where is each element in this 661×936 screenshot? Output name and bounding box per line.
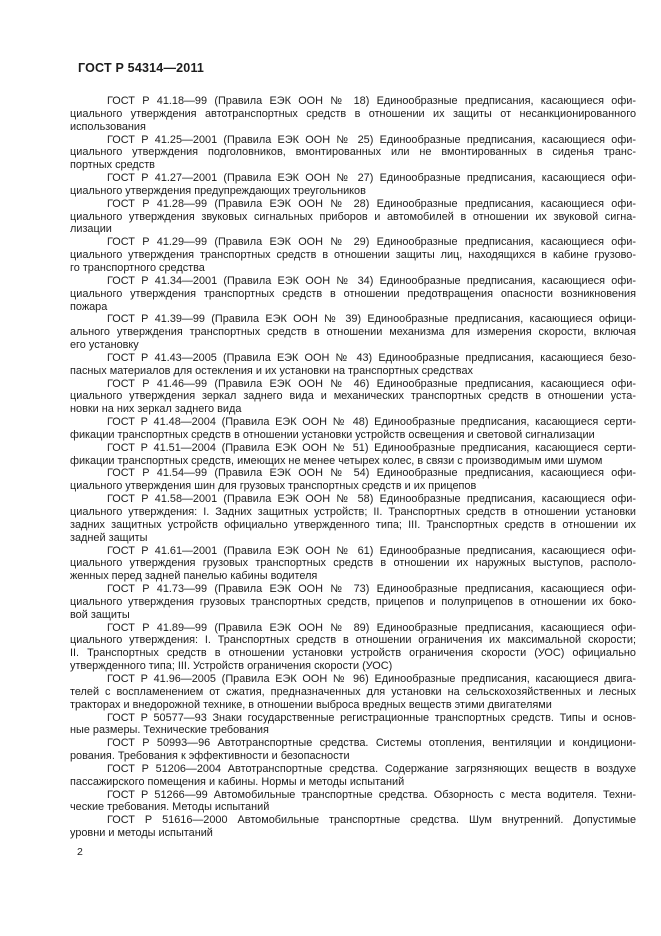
text-line: пасных материалов для остекления и их установки на транспортных средствах: [70, 364, 473, 377]
standard-reference-paragraph: [70, 236, 636, 275]
text-line: ГОСТ Р 51616—2000 Автомобильные транспортные средства. Шум внутренний. Допустимые: [107, 814, 636, 827]
text-line: портных средств: [70, 159, 155, 172]
text-line: использования: [70, 120, 146, 133]
text-line: вой защиты: [70, 608, 130, 621]
standard-reference-paragraph: [70, 95, 636, 134]
standard-reference-paragraph: [70, 789, 636, 815]
text-line: рования. Требования к эффективности и безопасности: [70, 750, 350, 763]
text-line: ГОСТ Р 50993—96 Автотранспортные средства. Системы отопления, вентиляции и кондициони-: [107, 737, 636, 750]
text-line: ГОСТ Р 41.25—2001 (Правила ЕЭК ООН № 25) Единообразные предписания, касающиеся офи-: [107, 133, 636, 146]
text-line: утвержденного типа; III. Устройств ограничения скорости (УОС): [70, 660, 393, 673]
text-line: ческие требования. Методы испытаний: [70, 801, 270, 814]
text-line: пожара: [70, 300, 108, 313]
standard-reference-paragraph: [70, 198, 636, 237]
standard-reference-paragraph: [70, 712, 636, 738]
text-line: ГОСТ Р 41.58—2001 (Правила ЕЭК ООН № 58) Единообразные предписания, касающиеся офи-: [107, 493, 636, 506]
text-line: ального утверждения транспортных средств в отношении механизма для измерения скорости, включая: [70, 326, 636, 339]
standard-reference-paragraph: [70, 313, 636, 352]
text-line: ные размеры. Технические требования: [70, 724, 269, 737]
text-line: задних защитных устройств официально утвержденного типа; III. Транспортных средств в отношении их: [70, 518, 636, 531]
text-line: телей с воспламенением от сжатия, предназначенных для установки на сельскохозяйственных и лесных: [70, 685, 636, 698]
text-line: женных перед задней панелью кабины водителя: [70, 570, 318, 583]
text-line: циального утверждения грузовых транспортных средств в отношении их наружных выступов, располо-: [70, 557, 636, 570]
text-line: ГОСТ Р 41.48—2004 (Правила ЕЭК ООН № 48) Единообразные предписания, касающиеся серти-: [107, 416, 636, 429]
text-line: ГОСТ Р 41.89—99 (Правила ЕЭК ООН № 89) Единообразные предписания, касающиеся офи-: [107, 621, 636, 634]
standard-reference-paragraph: [70, 172, 636, 198]
standard-reference-paragraph: [70, 622, 636, 673]
text-line: циального утверждения транспортных средств в отношении защиты лиц, находящихся в кабине грузово-: [70, 249, 636, 262]
text-line: циального утверждения грузовых транспортных средств, прицепов и полуприцепов в отношении их боко-: [70, 595, 636, 608]
text-line: циального утверждения шин для грузовых транспортных средств и их прицепов: [70, 480, 477, 493]
text-line: его установку: [70, 339, 139, 352]
page-number: 2: [77, 846, 83, 858]
text-line: фикации транспортных средств, имеющих не менее четырех колес, в связи с производимым ими шумом: [70, 454, 603, 467]
running-header: ГОСТ Р 54314—2011: [78, 61, 205, 75]
text-line: циального утверждения транспортных средств в отношении предотвращения опасности возникновения: [70, 287, 636, 300]
document-body: [70, 95, 636, 840]
text-line: циального утверждения: I. Задних защитных устройств; II. Транспортных средств в отношении установки: [70, 506, 636, 518]
standard-reference-paragraph: [70, 378, 636, 417]
standard-reference-paragraph: [70, 352, 636, 378]
text-line: фикации транспортных средств в отношении установки устройств освещения и световой сигнализации: [70, 428, 595, 441]
text-line: ГОСТ Р 41.27—2001 (Правила ЕЭК ООН № 27) Единообразные предписания, касающиеся офи-: [107, 172, 636, 185]
text-line: ГОСТ Р 41.34—2001 (Правила ЕЭК ООН № 34) Единообразные предписания, касающиеся офи-: [107, 274, 636, 287]
standard-reference-paragraph: [70, 275, 636, 314]
standard-reference-paragraph: [70, 467, 636, 493]
text-line: ГОСТ Р 41.28—99 (Правила ЕЭК ООН № 28) Единообразные предписания, касающиеся офи-: [107, 197, 636, 210]
text-line: ГОСТ Р 51266—99 Автомобильные транспортные средства. Обзорность с места водителя. Техни-: [107, 788, 636, 801]
text-line: ГОСТ Р 41.54—99 (Правила ЕЭК ООН № 54) Единообразные предписания, касающиеся офи-: [107, 467, 636, 480]
text-line: II. Транспортных средств в отношении установки устройств ограничения скорости (УОС) официально: [70, 647, 636, 660]
text-line: задней защиты: [70, 531, 148, 544]
text-line: новки на них зеркал заднего вида: [70, 403, 242, 416]
text-line: ГОСТ Р 41.29—99 (Правила ЕЭК ООН № 29) Единообразные предписания, касающиеся офи-: [107, 236, 636, 249]
standard-reference-paragraph: [70, 134, 636, 173]
standard-reference-paragraph: [70, 545, 636, 584]
text-line: циального утверждения предупреждающих треугольников: [70, 184, 366, 197]
standard-reference-paragraph: [70, 442, 636, 468]
standard-reference-paragraph: [70, 583, 636, 622]
standard-reference-paragraph: [70, 673, 636, 712]
standard-reference-paragraph: [70, 814, 636, 840]
standard-reference-paragraph: [70, 416, 636, 442]
text-line: циального утверждения зеркал заднего вида и механических транспортных средств в отношении уста-: [70, 390, 636, 403]
text-line: ГОСТ Р 50577—93 Знаки государственные регистрационные транспортных средств. Типы и основ-: [107, 711, 636, 724]
text-line: ГОСТ Р 41.43—2005 (Правила ЕЭК ООН № 43) Единообразные предписания, касающиеся безо-: [107, 351, 636, 364]
text-line: циального утверждения подголовников, вмонтированных или не вмонтированных в сиденья транс-: [70, 146, 636, 159]
text-line: ГОСТ Р 41.46—99 (Правила ЕЭК ООН № 46) Единообразные предписания, касающиеся офи-: [107, 377, 636, 390]
text-line: го транспортного средства: [70, 261, 205, 274]
text-line: ГОСТ Р 41.73—99 (Правила ЕЭК ООН № 73) Единообразные предписания, касающиеся офи-: [107, 583, 636, 596]
text-line: циального утверждения звуковых сигнальных приборов и автомобилей в отношении их звуковой сигна-: [70, 210, 636, 223]
text-line: ГОСТ Р 41.18—99 (Правила ЕЭК ООН № 18) Единообразные предписания, касающиеся офи-: [107, 95, 636, 107]
text-line: ГОСТ Р 41.96—2005 (Правила ЕЭК ООН № 96) Единообразные предписания, касающиеся двига-: [107, 672, 636, 685]
text-line: пассажирского помещения и кабины. Нормы и методы испытаний: [70, 775, 405, 788]
text-line: ГОСТ Р 41.61—2001 (Правила ЕЭК ООН № 61) Единообразные предписания, касающиеся офи-: [107, 544, 636, 557]
text-line: ГОСТ Р 41.39—99 (Правила ЕЭК ООН № 39) Единообразные предписания, касающиеся офици-: [107, 313, 636, 326]
text-line: лизации: [70, 223, 112, 236]
standard-reference-paragraph: [70, 763, 636, 789]
text-line: циального утверждения автотранспортных средств в отношении их защиты от несанкционированного: [70, 107, 636, 120]
text-line: ГОСТ Р 41.51—2004 (Правила ЕЭК ООН № 51) Единообразные предписания, касающиеся серти-: [107, 441, 636, 454]
text-line: ГОСТ Р 51206—2004 Автотранспортные средства. Содержание загрязняющих веществ в воздухе: [107, 762, 636, 775]
standard-reference-paragraph: [70, 737, 636, 763]
text-line: уровни и методы испытаний: [70, 827, 213, 840]
text-line: циального утверждения: I. Транспортных средств в отношении ограничения их максимальной скорости;: [70, 634, 636, 647]
standard-reference-paragraph: [70, 493, 636, 544]
text-line: тракторах и внедорожной технике, в отношении выброса вредных веществ этими двигателями: [70, 698, 552, 711]
